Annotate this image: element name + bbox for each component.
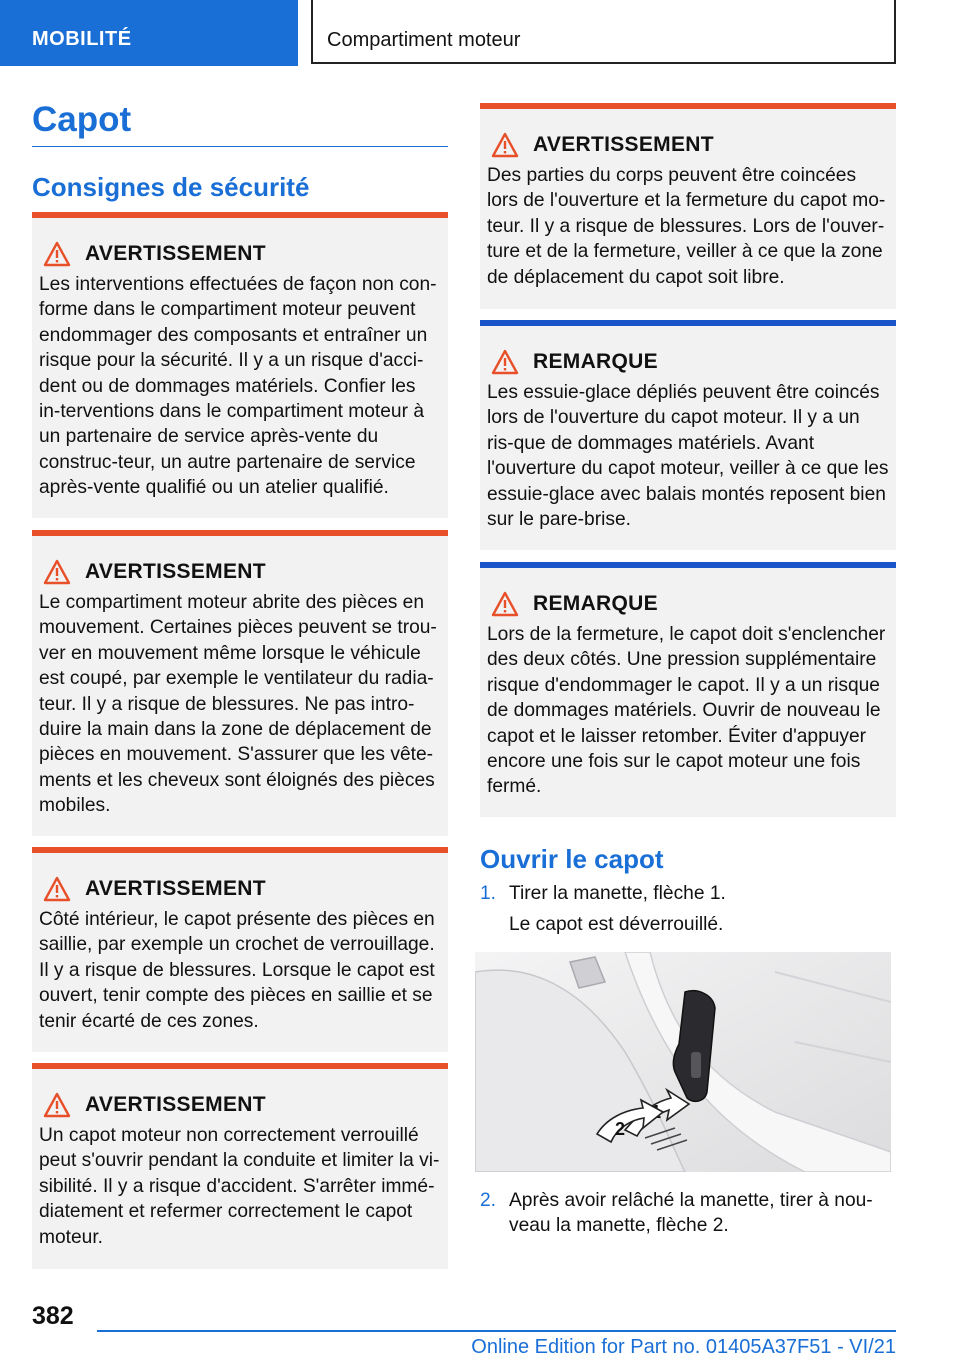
notice-text: Côté intérieur, le capot présente des pièces en saillie, par exemple un crochet de verrouillage. Il y a risque de blessures. Lorsque le capot est ouvert, tenir compte des pièces en saillie et se tenir écarté de ces zones. xyxy=(39,909,435,1032)
notice-label: REMARQUE xyxy=(533,350,658,373)
notice-label: AVERTISSEMENT xyxy=(85,877,266,900)
notice-text: Le compartiment moteur abrite des pièces en mouvement. Certaines pièces peuvent se trou-ver en mouvement même lorsque le véhicule est coupé, par exemple le ventilateur du radia-teur. Il y a risque de blessures. Ne pas intro-duire la main dans la zone de déplacement de pièces en mouvement. S'assurer que les vête-ments et les cheveux sont éloignés des pièces mobiles. xyxy=(39,592,437,817)
arrow-label-2: 2 xyxy=(615,1119,626,1139)
warning-triangle-icon xyxy=(43,241,71,267)
warning-triangle-icon xyxy=(43,876,71,902)
warning-box-1 xyxy=(32,212,448,518)
chapter-box xyxy=(311,0,896,64)
warning-triangle-icon xyxy=(491,591,519,617)
step-number: 1. xyxy=(480,883,497,904)
notice-label: REMARQUE xyxy=(533,592,658,615)
title-rule xyxy=(32,146,448,147)
open-hood-heading: Ouvrir le capot xyxy=(480,844,664,874)
notice-label: AVERTISSEMENT xyxy=(533,133,714,156)
step-1 xyxy=(480,881,896,941)
page-title: Capot xyxy=(32,100,132,139)
notice-label: AVERTISSEMENT xyxy=(85,1093,266,1116)
step-number: 2. xyxy=(480,1190,497,1211)
notice-label: AVERTISSEMENT xyxy=(85,560,266,583)
warning-box-2 xyxy=(32,530,448,836)
warning-box-5 xyxy=(480,103,896,309)
notice-text: Les interventions effectuées de façon non con-forme dans le compartiment moteur peuvent endommager des composants et entraîner un risque pour la sécurité. Il y a un risque d'acci-dent ou de dommages matériels. Confier les in-terventions dans le compartiment moteur à un partenaire de service après-vente du construc-teur, un autre partenaire de service après-vente qualifié ou un atelier qualifié. xyxy=(39,274,437,499)
section-tab xyxy=(0,0,298,66)
step-result: Le capot est déverrouillé. xyxy=(509,914,724,935)
note-box-1 xyxy=(480,320,896,550)
note-box-2 xyxy=(480,562,896,817)
step-text: Tirer la manette, flèche 1. xyxy=(509,883,726,904)
step-text: Après avoir relâché la manette, tirer à nou-veau la manette, flèche 2. xyxy=(509,1190,873,1236)
warning-triangle-icon xyxy=(43,559,71,585)
footer-rule xyxy=(97,1330,896,1332)
warning-box-4 xyxy=(32,1063,448,1269)
hood-lever-drawing xyxy=(475,952,891,1172)
warning-triangle-icon xyxy=(491,349,519,375)
safety-heading: Consignes de sécurité xyxy=(32,172,310,202)
notice-text: Lors de la fermeture, le capot doit s'enclencher des deux côtés. Une pression supplémentaire risque d'endommager le capot. Il y a un risque de dommages matériels. Ouvrir de nouveau le capot et le laisser retomber. Éviter d'appuyer encore une fois sur le capot moteur une fois fermé. xyxy=(487,624,886,798)
warning-box-3 xyxy=(32,847,448,1052)
footer-edition: Online Edition for Part no. 01405A37F51 - VI/21 xyxy=(471,1336,896,1358)
notice-label: AVERTISSEMENT xyxy=(85,242,266,265)
notice-text: Un capot moteur non correctement verrouillé peut s'ouvrir pendant la conduite et limiter la vi-sibilité. Il y a risque d'accident. S'arrêter immé-diatement et refermer correctement le capot moteur. xyxy=(39,1125,440,1248)
section-label: MOBILITÉ xyxy=(32,28,132,50)
hood-release-illustration xyxy=(475,952,891,1172)
notice-text: Les essuie-glace dépliés peuvent être coincés lors de l'ouverture du capot moteur. Il y a un ris-que de dommages matériels. Avant l'ouverture du capot moteur, veiller à ce que les essuie-glace avec balais montés reposent bien sur le pare-brise. xyxy=(487,382,889,531)
chapter-label: Compartiment moteur xyxy=(327,29,521,51)
step-2 xyxy=(480,1188,896,1240)
page-header xyxy=(0,0,960,66)
page-number: 382 xyxy=(32,1302,74,1330)
warning-triangle-icon xyxy=(43,1092,71,1118)
warning-triangle-icon xyxy=(491,132,519,158)
notice-text: Des parties du corps peuvent être coincées lors de l'ouverture et la fermeture du capot mo-teur. Il y a risque de blessures. Lors de l'ouver-ture et de la fermeture, veiller à ce que la zone de déplacement du capot soit libre. xyxy=(487,165,886,288)
